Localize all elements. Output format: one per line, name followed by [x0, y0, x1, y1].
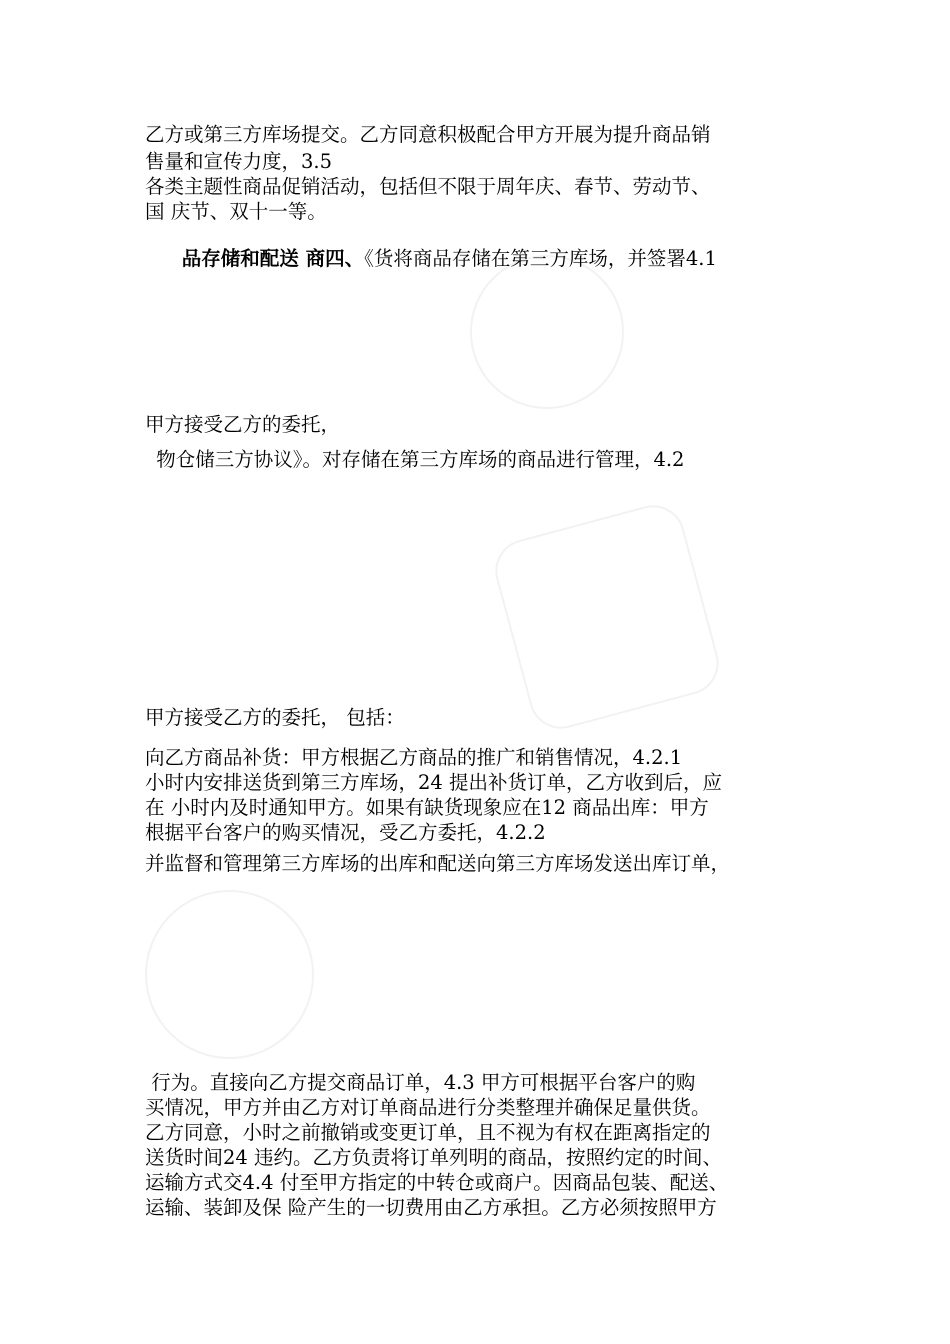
section-heading	[157, 226, 717, 292]
text-line: 并监督和管理第三方库场的出库和配送向第三方库场发送出库订单，	[145, 852, 731, 875]
text-line: 买情况，甲方并由乙方对订单商品进行分类整理并确保足量供货。	[145, 1096, 711, 1119]
text-line: 行为。直接向乙方提交商品订单，4.3 甲方可根据平台客户的购	[145, 1071, 696, 1094]
text-line: 物仓储三方协议》。对存储在第三方库场的商品进行管理，4.2	[150, 448, 685, 471]
text-line: 甲方接受乙方的委托， 包括：	[145, 706, 405, 729]
text-line: 各类主题性商品促销活动，包括但不限于周年庆、春节、劳动节、	[145, 175, 711, 198]
text-line: 在 小时内及时通知甲方。如果有缺货现象应在12 商品出库：甲方	[145, 796, 709, 819]
text-line: 国 庆节、双十一等。	[145, 200, 327, 223]
text-line: 根据平台客户的购买情况，受乙方委托，4.2.2	[145, 821, 546, 844]
text-line: 小时内安排送货到第三方库场，24 提出补货订单，乙方收到后，应	[145, 771, 723, 794]
text-line: 售量和宣传力度，3.5	[145, 150, 333, 173]
text-line: 乙方同意，小时之前撤销或变更订单，且不视为有权在距离指定的	[145, 1121, 711, 1144]
section-heading-title: 品存储和配送 商四、	[181, 247, 365, 270]
section-heading-text: 《货将商品存储在第三方库场，并签署4.1	[364, 247, 717, 270]
text-line: 运输方式交4.4 付至甲方指定的中转仓或商户。因商品包装、配送、	[145, 1171, 729, 1194]
text-line: 运输、装卸及保 险产生的一切费用由乙方承担。乙方必须按照甲方	[145, 1196, 717, 1219]
watermark-stamp	[145, 890, 314, 1059]
text-line: 乙方或第三方库场提交。乙方同意积极配合甲方开展为提升商品销	[145, 123, 711, 146]
text-line: 甲方接受乙方的委托，	[145, 413, 341, 436]
text-line: 送货时间24 违约。乙方负责将订单列明的商品，按照约定的时间、	[145, 1146, 723, 1169]
text-line: 向乙方商品补货：甲方根据乙方商品的推广和销售情况，4.2.1	[145, 746, 683, 769]
watermark-stamp	[488, 498, 726, 736]
